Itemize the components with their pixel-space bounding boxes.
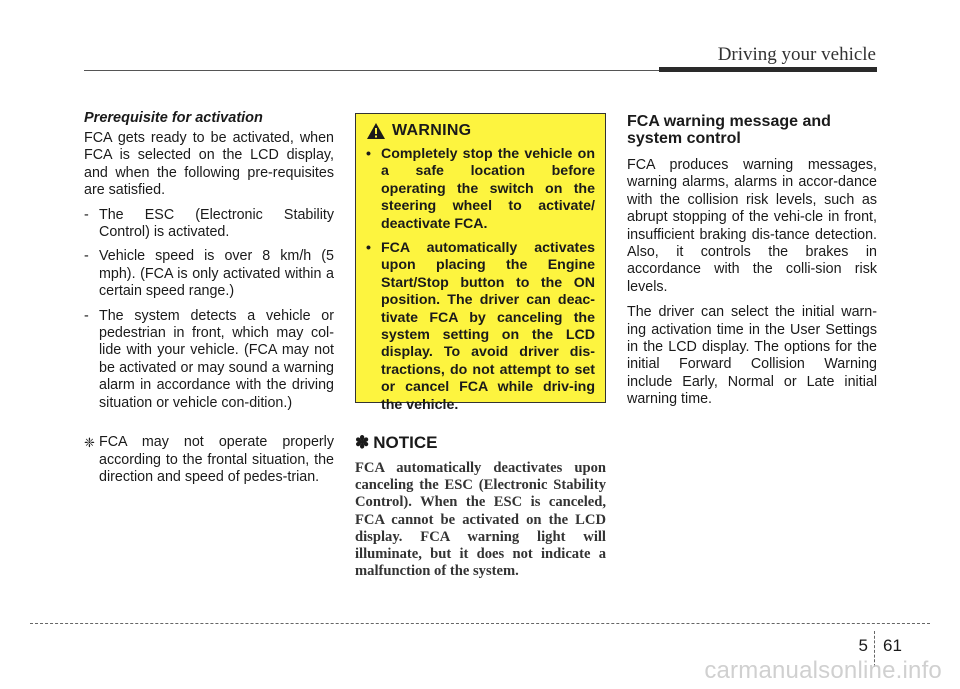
note-marker: ❈: [84, 435, 95, 451]
column-left: [84, 110, 334, 486]
bullet: •: [366, 240, 371, 257]
warning-label: WARNING: [392, 122, 472, 139]
list-marker: -: [84, 307, 89, 324]
header-rule: [84, 70, 659, 71]
note-text: FCA may not operate properly according to the frontal situation, the direction and speed of pedes-trian.: [99, 434, 334, 485]
warning-item-text: FCA automatically activates upon placing the Engine Start/Stop button to the ON position. The driver can deac-tivate FCA by canceling the system setting on the LCD display. To avoid driver dis-tractions, do not attempt to set or cancel FCA while driv-ing the vehicle.: [381, 240, 595, 413]
header-rule-accent: [659, 67, 877, 72]
page-number: 61: [883, 636, 902, 655]
intro-paragraph: FCA gets ready to be activated, when FCA is selected on the LCD display, and when the following pre-requisites are satisfied.: [84, 130, 334, 199]
warning-triangle-icon: [366, 122, 386, 140]
note: [84, 434, 334, 486]
warning-header: [366, 122, 595, 140]
list-item-text: The ESC (Electronic Stability Control) is activated.: [99, 206, 334, 241]
paragraph: FCA produces warning messages, warning alarms, alarms in accor-dance with the collision risk levels, such as abrupt stopping of the vehi-cle in front, insufficient braking dis-tance detection. Also, it controls the brakes in accordance with the colli-sion risk levels.: [627, 157, 877, 295]
notice-marker: ✽: [355, 433, 370, 452]
list-marker: -: [84, 248, 89, 265]
watermark: carmanualsonline.info: [704, 657, 942, 684]
header-title: Driving your vehicle: [717, 44, 876, 65]
notice-label: NOTICE: [373, 433, 438, 452]
notice-body: FCA automatically deactivates upon canceling the ESC (Electronic Stability Control). When the ESC is canceled, FCA cannot be activated on the LCD display. FCA warning light will illuminate, but it does not indicate a malfunction of the system.: [355, 460, 606, 580]
warning-box: [355, 113, 606, 413]
list-item-text: Vehicle speed is over 8 km/h (5 mph). (FCA is only activated within a certain speed range.): [99, 248, 334, 300]
bullet: •: [366, 146, 371, 162]
section-heading: FCA warning message and system control: [627, 113, 831, 147]
list-item: [84, 248, 334, 300]
subheading: Prerequisite for activation: [84, 110, 263, 126]
list-item: [84, 207, 334, 242]
column-middle: [355, 110, 606, 580]
list-item: [84, 308, 334, 412]
warning-item-text: Completely stop the vehicle on a safe location before operating the switch on the steering wheel to activate/ deactivate FCA.: [381, 146, 595, 232]
paragraph: The driver can select the initial warn-ing activation time in the User Settings in the LCD display. The options for the initial Forward Collision Warning include Early, Normal or Late initial warning time.: [627, 304, 877, 408]
warning-item: [366, 146, 595, 233]
column-right: [627, 110, 877, 417]
list-item-text: The system detects a vehicle or pedestrian in front, which may col-lide with your vehicle. (FCA may not be activated or may sound a warning alarm in accordance with the driving situation or vehicle con-dition.): [99, 307, 334, 411]
footer-rule: [30, 623, 930, 624]
list-marker: -: [84, 206, 89, 223]
chapter-number: 5: [858, 636, 868, 655]
warning-item: [366, 240, 595, 414]
notice-heading: [355, 433, 606, 453]
